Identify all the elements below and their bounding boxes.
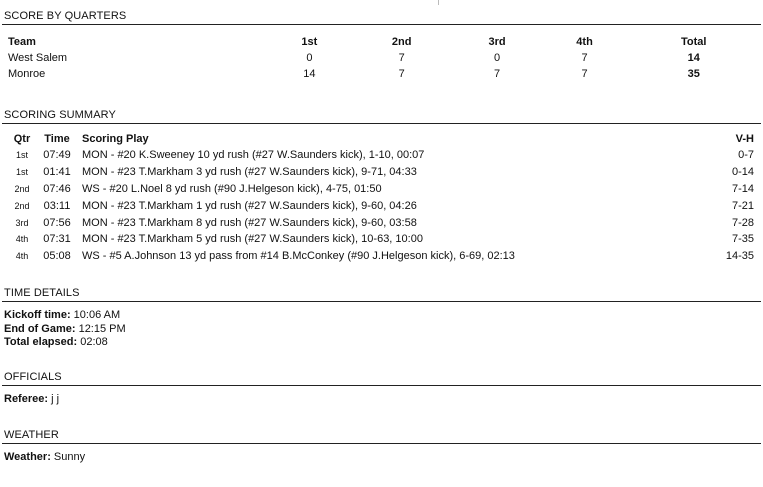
header-team: Team: [8, 36, 36, 48]
team-name: West Salem: [8, 52, 68, 64]
play-qtr: 2nd: [14, 183, 30, 194]
play-time: 03:11: [43, 199, 71, 212]
score-q3: 7: [494, 68, 501, 80]
header-q1: 1st: [301, 36, 318, 48]
kickoff-value: 10:06 AM: [70, 309, 121, 321]
scoring-play-row: [6, 248, 760, 265]
score-total: 14: [687, 52, 700, 64]
play-description: MON - #20 K.Sweeney 10 yd rush (#27 W.Saunders kick), 1-10, 00:07: [82, 149, 425, 162]
play-score: 0-14: [731, 166, 754, 179]
play-score: 7-28: [731, 216, 754, 229]
play-time: 07:46: [43, 182, 71, 195]
scoring-summary-title: SCORING SUMMARY: [4, 109, 116, 121]
scoring-play-row: [6, 164, 760, 181]
header-total: Total: [681, 36, 707, 48]
play-qtr: 4th: [15, 251, 29, 262]
officials-title: OFFICIALS: [4, 371, 62, 383]
officials-block: [4, 393, 59, 407]
scoring-play-row: [6, 181, 760, 198]
play-qtr: 3rd: [15, 217, 29, 228]
play-qtr: 2nd: [14, 200, 30, 211]
play-qtr: 4th: [15, 234, 29, 245]
time-details-title: TIME DETAILS: [4, 287, 80, 299]
scoring-play-row: [6, 231, 760, 248]
score-q2: 7: [398, 68, 405, 80]
score-total: 35: [687, 68, 700, 80]
time-section-rule: [2, 301, 761, 302]
referee-value: j j: [48, 393, 60, 405]
header-q3: 3rd: [488, 36, 506, 48]
score-by-quarters-table: [8, 34, 760, 82]
play-score: 14-35: [725, 250, 754, 263]
end-of-game-value: 12:15 PM: [75, 322, 126, 335]
summary-header-row: [6, 131, 760, 147]
play-qtr: 1st: [15, 150, 28, 161]
score-q3: 0: [494, 52, 501, 64]
play-description: WS - #20 L.Noel 8 yd rush (#90 J.Helgeson kick), 4-75, 01:50: [82, 182, 382, 195]
kickoff-label: Kickoff time:: [4, 309, 71, 321]
end-of-game-line: [4, 323, 126, 337]
score-q4: 7: [581, 52, 588, 64]
weather-title: WEATHER: [4, 429, 59, 441]
play-time: 07:56: [43, 216, 71, 229]
total-elapsed-line: [4, 336, 126, 350]
score-q4: 7: [581, 68, 588, 80]
play-description: MON - #23 T.Markham 5 yd rush (#27 W.Saunders kick), 10-63, 10:00: [82, 233, 423, 246]
scoring-play-row: [6, 214, 760, 231]
weather-label: Weather:: [4, 451, 51, 463]
header-scoring-play: Scoring Play: [82, 133, 149, 145]
kickoff-line: [4, 309, 126, 323]
scoring-play-row: [6, 197, 760, 214]
scoring-play-row: [6, 147, 760, 164]
score-by-quarters-title: SCORE BY QUARTERS: [4, 10, 127, 22]
play-score: 0-7: [738, 149, 754, 162]
play-time: 01:41: [43, 166, 71, 179]
play-score: 7-21: [731, 199, 754, 212]
weather-section-rule: [2, 443, 761, 444]
play-description: WS - #5 A.Johnson 13 yd pass from #14 B.McConkey (#90 J.Helgeson kick), 6-69, 02:13: [82, 250, 515, 263]
play-description: MON - #23 T.Markham 8 yd rush (#27 W.Saunders kick), 9-60, 03:58: [82, 216, 417, 229]
header-time: Time: [44, 133, 70, 145]
score-q1: 0: [306, 52, 313, 64]
play-description: MON - #23 T.Markham 3 yd rush (#27 W.Saunders kick), 9-71, 04:33: [82, 166, 417, 179]
score-section-rule: [2, 24, 761, 25]
play-time: 07:31: [43, 233, 71, 246]
total-elapsed-value: 02:08: [77, 336, 108, 348]
weather-value: Sunny: [50, 451, 86, 463]
score-row-monroe: [8, 66, 760, 82]
scoring-summary-table: [6, 131, 760, 265]
referee-label: Referee:: [4, 393, 49, 405]
play-qtr: 1st: [15, 167, 28, 178]
header-vh: V-H: [735, 133, 754, 145]
score-header-row: [8, 34, 760, 50]
play-score: 7-14: [731, 182, 754, 195]
score-q2: 7: [398, 52, 405, 64]
play-description: MON - #23 T.Markham 1 yd rush (#27 W.Saunders kick), 9-60, 04:26: [82, 199, 417, 212]
header-q2: 2nd: [391, 36, 412, 48]
officials-section-rule: [2, 385, 761, 386]
top-tick-mark: [438, 0, 439, 5]
play-time: 05:08: [43, 250, 71, 263]
referee-line: [4, 393, 59, 407]
summary-section-rule: [2, 123, 761, 124]
play-score: 7-35: [731, 233, 754, 246]
header-q4: 4th: [576, 36, 593, 48]
weather-block: [4, 451, 85, 465]
play-time: 07:49: [43, 149, 71, 162]
score-row-west-salem: [8, 50, 760, 66]
total-elapsed-label: Total elapsed:: [4, 336, 78, 348]
weather-line: [4, 451, 85, 465]
header-qtr: Qtr: [13, 133, 31, 145]
score-q1: 14: [303, 68, 316, 80]
team-name: Monroe: [8, 68, 46, 80]
time-details-block: [4, 309, 126, 350]
end-of-game-label: End of Game:: [4, 322, 76, 335]
